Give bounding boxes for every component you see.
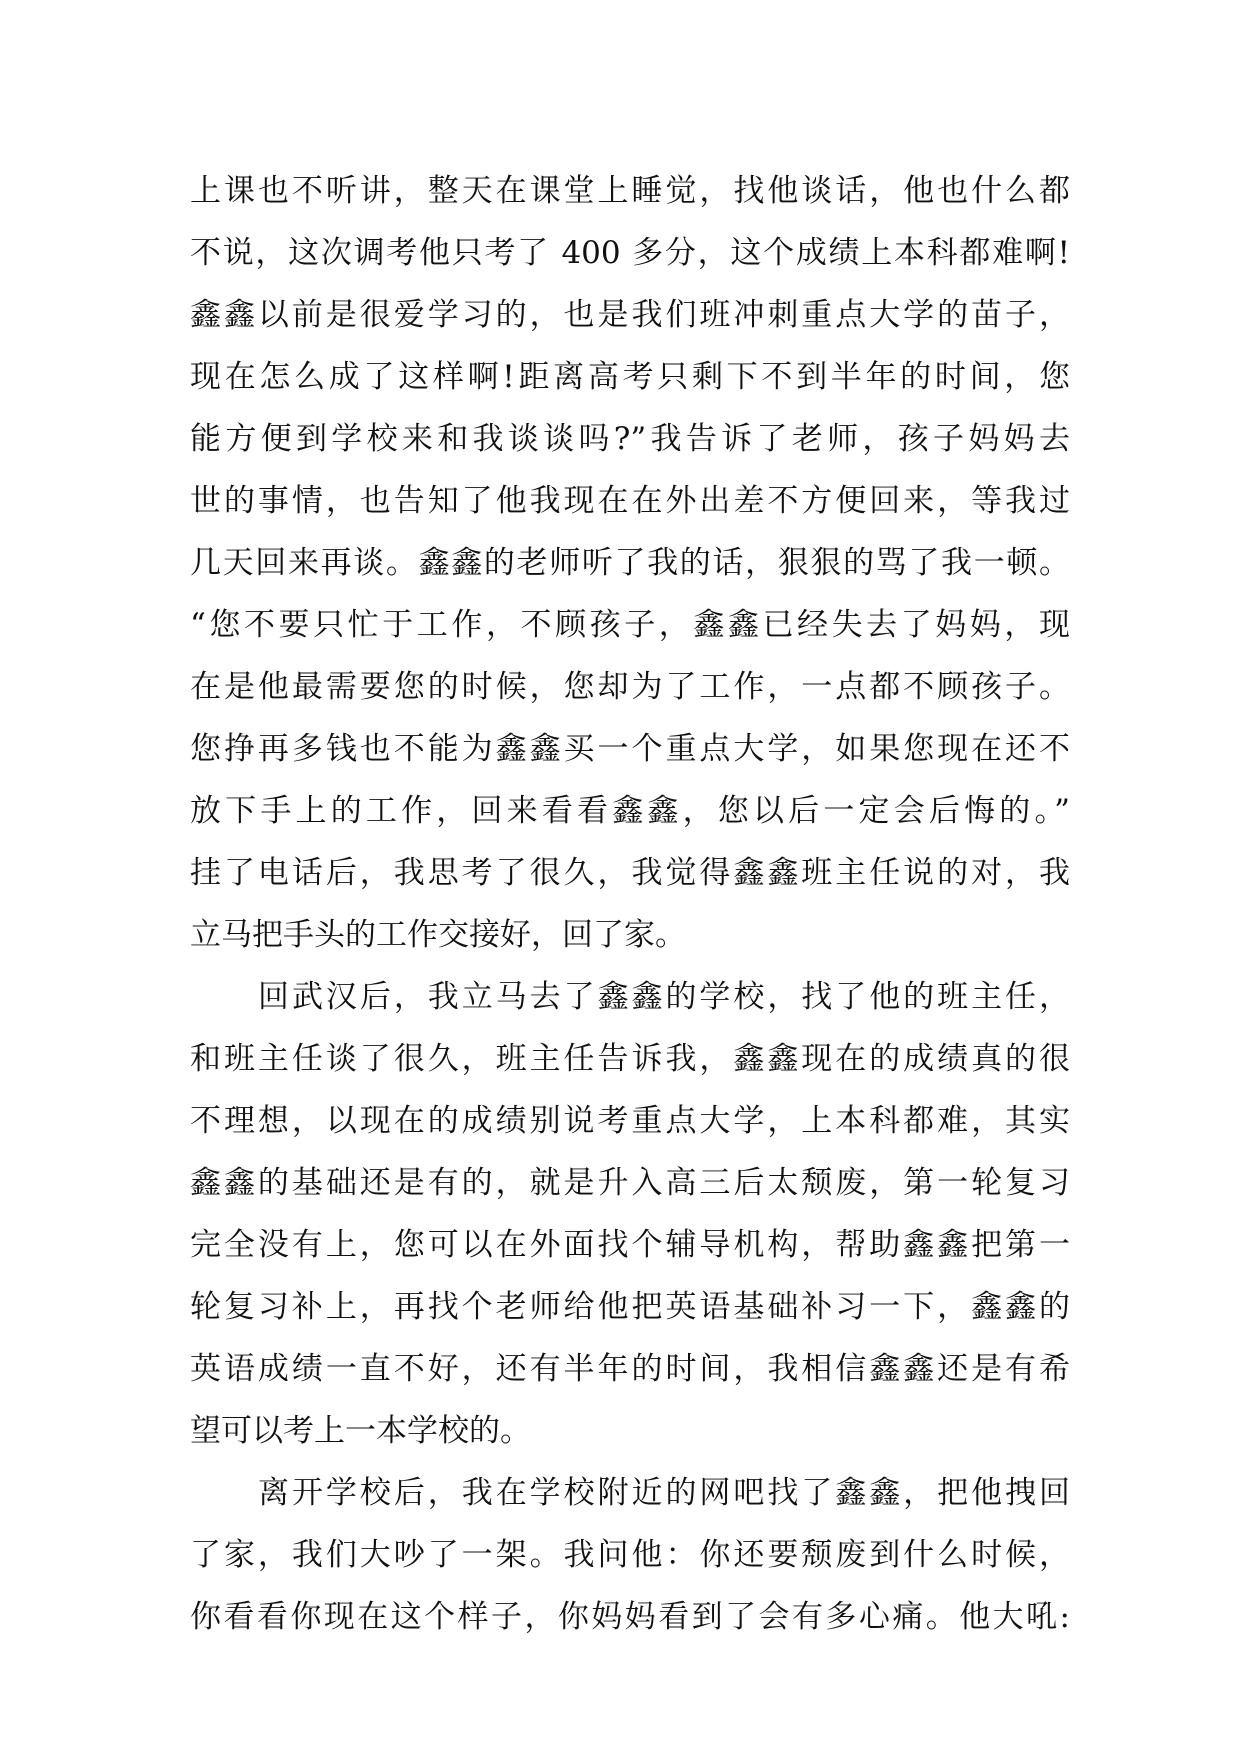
text-line: 英语成绩一直不好，还有半年的时间，我相信鑫鑫还是有希 (190, 1351, 1070, 1387)
text-line: 完全没有上，您可以在外面找个辅导机构，帮助鑫鑫把第一 (190, 1227, 1070, 1263)
text-line: 立马把手头的工作交接好，回了家。 (190, 917, 686, 953)
paragraph-first-line: 离开学校后，我在学校附近的网吧找了鑫鑫，把他拽回 (258, 1475, 1070, 1511)
text-line: 几天回来再谈。鑫鑫的老师听了我的话，狠狠的骂了我一顿。 (190, 545, 1070, 581)
text-line: 不说，这次调考他只考了 400 多分，这个成绩上本科都难啊! (190, 235, 1070, 271)
text-line: 望可以考上一本学校的。 (190, 1413, 531, 1449)
text-line: 鑫鑫的基础还是有的，就是升入高三后太颓废，第一轮复习 (190, 1165, 1070, 1201)
text-line: 上课也不听讲，整天在课堂上睡觉，找他谈话，他也什么都 (190, 173, 1070, 209)
text-line: 能方便到学校来和我谈谈吗?”我告诉了老师，孩子妈妈去 (190, 421, 1070, 457)
text-line: 你看看你现在这个样子，你妈妈看到了会有多心痛。他大吼: (190, 1599, 1070, 1635)
text-line: 和班主任谈了很久，班主任告诉我，鑫鑫现在的成绩真的很 (190, 1041, 1070, 1077)
text-line: 世的事情，也告知了他我现在在外出差不方便回来，等我过 (190, 483, 1070, 519)
text-line: “您不要只忙于工作，不顾孩子，鑫鑫已经失去了妈妈，现 (190, 607, 1070, 643)
text-line: 鑫鑫以前是很爱学习的，也是我们班冲刺重点大学的苗子， (190, 297, 1070, 333)
text-line: 了家，我们大吵了一架。我问他：你还要颓废到什么时候， (190, 1537, 1070, 1573)
text-line: 现在怎么成了这样啊!距离高考只剩下不到半年的时间，您 (190, 359, 1070, 395)
text-line: 轮复习补上，再找个老师给他把英语基础补习一下，鑫鑫的 (190, 1289, 1070, 1325)
text-line: 放下手上的工作，回来看看鑫鑫，您以后一定会后悔的。” (190, 793, 1070, 829)
text-line: 挂了电话后，我思考了很久，我觉得鑫鑫班主任说的对，我 (190, 855, 1070, 891)
body-text (190, 160, 1070, 1648)
paragraph-first-line: 回武汉后，我立马去了鑫鑫的学校，找了他的班主任， (258, 979, 1070, 1015)
text-line: 您挣再多钱也不能为鑫鑫买一个重点大学，如果您现在还不 (190, 731, 1070, 767)
text-line: 在是他最需要您的时候，您却为了工作，一点都不顾孩子。 (190, 669, 1070, 705)
text-line: 不理想，以现在的成绩别说考重点大学，上本科都难，其实 (190, 1103, 1070, 1139)
